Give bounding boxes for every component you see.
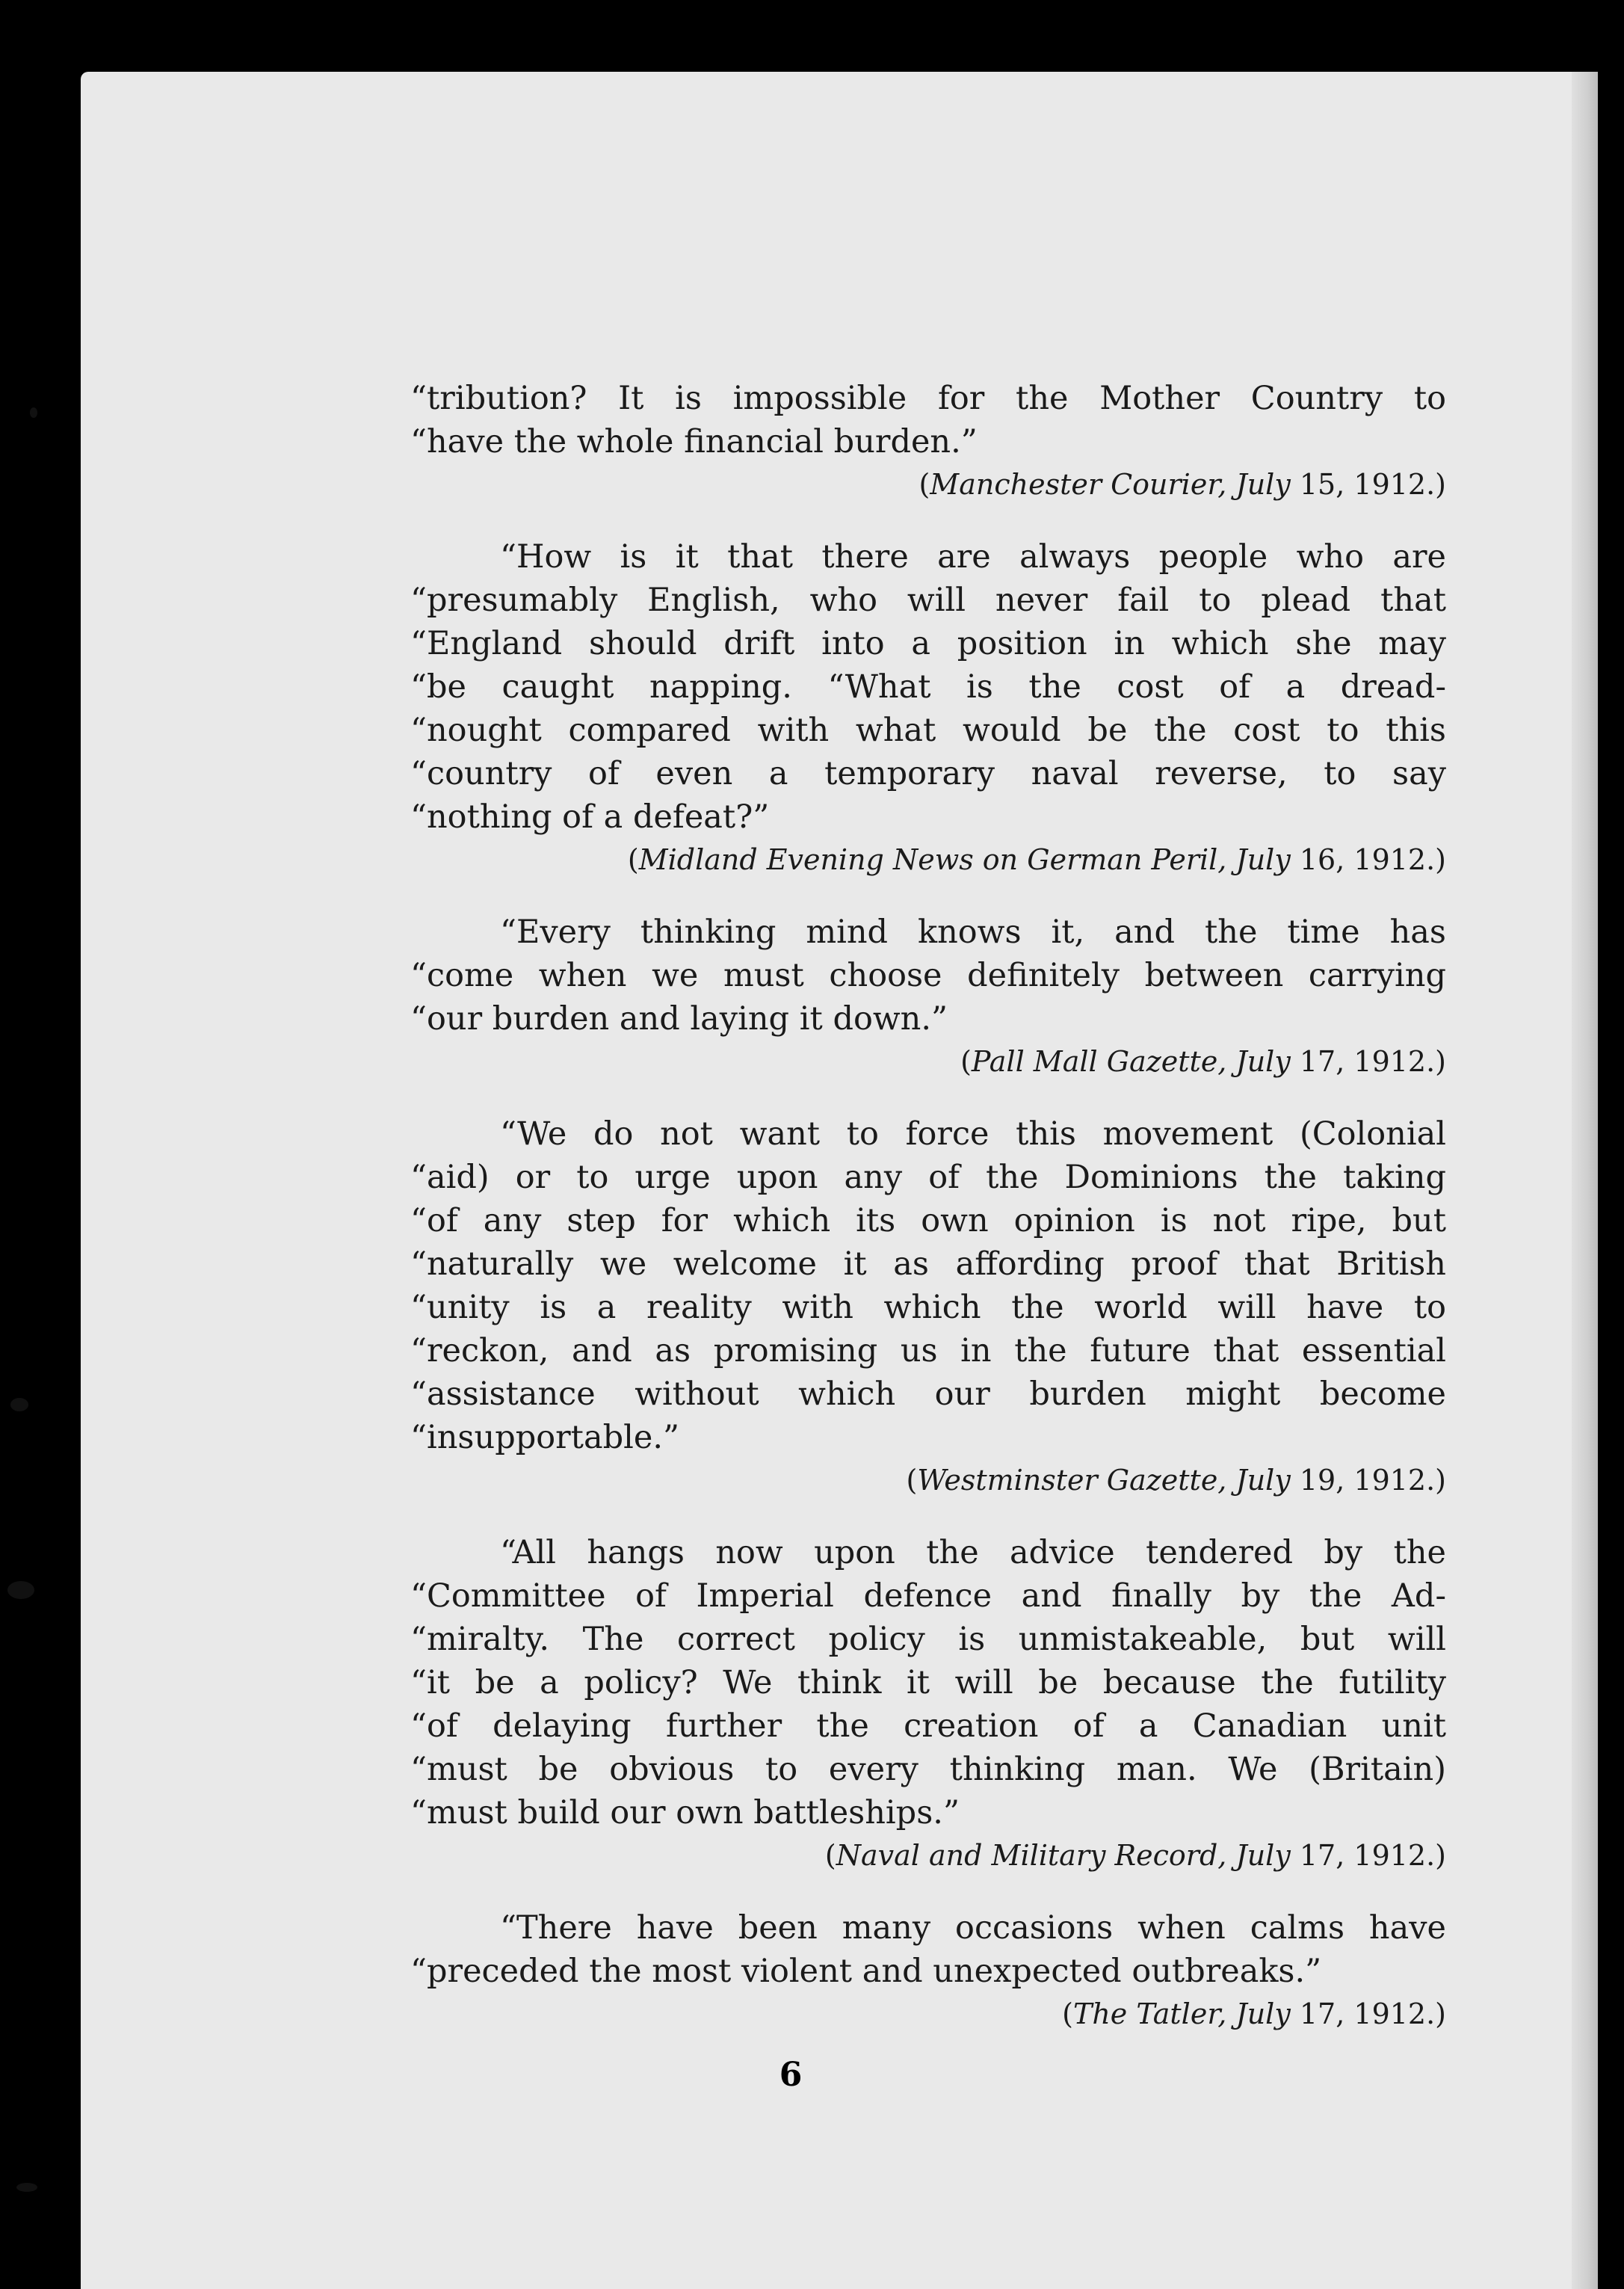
paragraph-gap bbox=[410, 1875, 1446, 1906]
quote-source bbox=[410, 1461, 1446, 1500]
quote-source bbox=[410, 1042, 1446, 1081]
quote-line: “of delaying further the creation of a Canadian unit bbox=[410, 1707, 1446, 1745]
quote-line: “preceded the most violent and unexpected outbreaks.” bbox=[410, 1953, 1322, 1990]
quote-block bbox=[410, 1531, 1446, 1875]
quote-line: “insupportable.” bbox=[410, 1419, 679, 1456]
quote-line: “reckon, and as promising us in the future that essential bbox=[410, 1332, 1446, 1370]
paragraph-gap bbox=[410, 1500, 1446, 1531]
quote-block bbox=[410, 1112, 1446, 1500]
source-open-paren: ( bbox=[918, 468, 930, 501]
source-open-paren: ( bbox=[824, 1839, 836, 1872]
margin-speck bbox=[16, 2183, 37, 2192]
document-page bbox=[81, 72, 1598, 2289]
quote-line: “aid) or to urge upon any of the Dominions the taking bbox=[410, 1159, 1446, 1196]
quote-line: “presumably English, who will never fail to plead that bbox=[410, 582, 1446, 619]
quote-line: “There have been many occasions when calms have bbox=[500, 1909, 1446, 1947]
quote-line: “of any step for which its own opinion is not ripe, but bbox=[410, 1202, 1446, 1239]
source-date: 19, 1912.) bbox=[1290, 1464, 1446, 1497]
quote-line: “it be a policy? We think it will be because the futility bbox=[410, 1664, 1446, 1701]
source-open-paren: ( bbox=[960, 1045, 972, 1078]
source-date: 17, 1912.) bbox=[1290, 1997, 1446, 2030]
page-number: 6 bbox=[779, 2056, 803, 2094]
quote-line: “nothing of a defeat?” bbox=[410, 798, 770, 836]
quote-block bbox=[410, 377, 1446, 504]
source-publication: Westminster Gazette, July bbox=[917, 1464, 1291, 1497]
margin-speck bbox=[7, 1581, 34, 1599]
source-date: 17, 1912.) bbox=[1290, 1045, 1446, 1078]
quote-block bbox=[410, 535, 1446, 879]
quote-line: “must build our own battleships.” bbox=[410, 1794, 960, 1831]
quote-line: “naturally we welcome it as affording proof that British bbox=[410, 1245, 1446, 1283]
source-open-paren: ( bbox=[1062, 1997, 1073, 2030]
quote-line: “have the whole financial burden.” bbox=[410, 423, 978, 460]
quote-source bbox=[410, 1994, 1446, 2033]
margin-speck bbox=[10, 1398, 28, 1411]
quote-line: “come when we must choose definitely between carrying bbox=[410, 957, 1446, 994]
source-date: 17, 1912.) bbox=[1290, 1839, 1446, 1872]
paragraph-gap bbox=[410, 879, 1446, 911]
source-publication: Naval and Military Record, July bbox=[836, 1839, 1291, 1872]
quote-block bbox=[410, 911, 1446, 1081]
source-date: 16, 1912.) bbox=[1290, 843, 1446, 876]
source-publication: Pall Mall Gazette, July bbox=[971, 1045, 1291, 1078]
quote-line: “We do not want to force this movement (Colonial bbox=[500, 1115, 1446, 1153]
quote-block bbox=[410, 1906, 1446, 2033]
page-edge bbox=[1572, 72, 1598, 2289]
quote-line: “unity is a reality with which the world will have to bbox=[410, 1289, 1446, 1326]
quote-source bbox=[410, 840, 1446, 879]
quote-line: “must be obvious to every thinking man. We (Britain) bbox=[410, 1751, 1446, 1788]
quote-source bbox=[410, 1836, 1446, 1875]
page-content bbox=[410, 377, 1446, 2033]
source-open-paren: ( bbox=[627, 843, 639, 876]
quote-line: “country of even a temporary naval reverse, to say bbox=[410, 755, 1446, 792]
quote-line: “All hangs now upon the advice tendered by the bbox=[500, 1534, 1446, 1571]
source-publication: Midland Evening News on German Peril, July bbox=[638, 843, 1291, 876]
margin-speck bbox=[30, 407, 37, 418]
source-publication: Manchester Courier, July bbox=[930, 468, 1291, 501]
paragraph-gap bbox=[410, 1081, 1446, 1112]
quote-line: “nought compared with what would be the cost to this bbox=[410, 712, 1446, 749]
quote-line: “assistance without which our burden might become bbox=[410, 1375, 1446, 1413]
quote-source bbox=[410, 465, 1446, 504]
source-publication: The Tatler, July bbox=[1072, 1997, 1291, 2030]
quote-line: “Every thinking mind knows it, and the time has bbox=[500, 914, 1446, 951]
source-date: 15, 1912.) bbox=[1290, 468, 1446, 501]
source-open-paren: ( bbox=[906, 1464, 918, 1497]
quote-line: “miralty. The correct policy is unmistakeable, but will bbox=[410, 1621, 1446, 1658]
quote-line: “our burden and laying it down.” bbox=[410, 1000, 948, 1038]
paragraph-gap bbox=[410, 504, 1446, 535]
quote-line: “tribution? It is impossible for the Mother Country to bbox=[410, 380, 1446, 417]
quote-line: “How is it that there are always people who are bbox=[500, 538, 1446, 576]
quote-line: “England should drift into a position in which she may bbox=[410, 625, 1446, 662]
quote-line: “Committee of Imperial defence and finally by the Ad- bbox=[410, 1577, 1446, 1615]
quote-line: “be caught napping. “What is the cost of a dread- bbox=[410, 668, 1446, 706]
